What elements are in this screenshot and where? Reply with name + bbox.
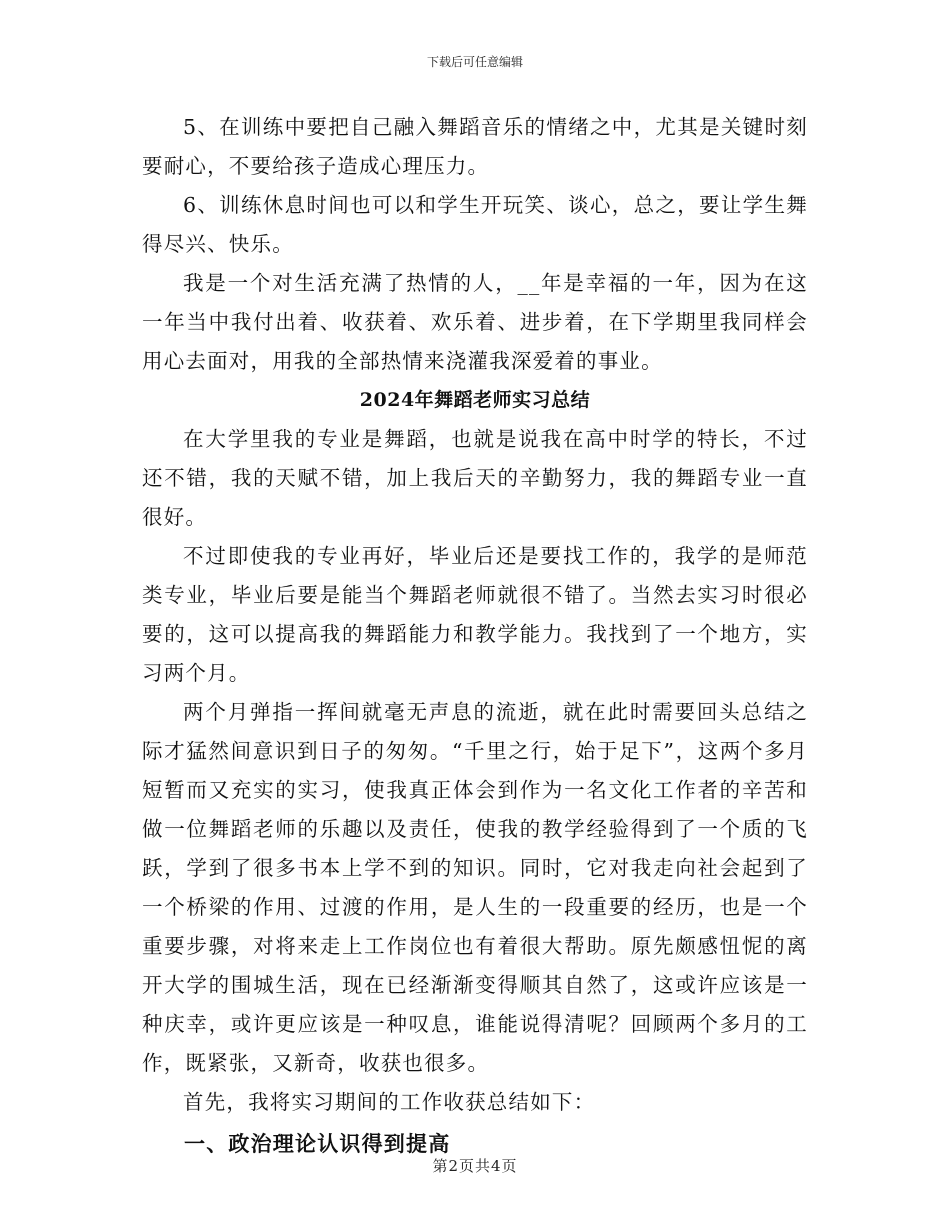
paragraph: 两个月弹指一挥间就毫无声息的流逝，就在此时需要回头总结之际才猛然间意识到日子的匆匆。“千里之行，始于足下”，这两个多月短暂而又充实的实习，使我真正体会到作为一名文化工作者的辛苦和做一位舞蹈老师的乐趣以及责任，使我的教学经验得到了一个质的飞跃，学到了很多书本上学不到的知识。同时，它对我走向社会起到了一个桥梁的作用、过渡的作用，是人生的一段重要的经历，也是一个重要步骤，对将来走上工作岗位也有着很大帮助。原先颇感忸怩的离开大学的围城生活，现在已经渐渐变得顺其自然了，这或许应该是一种庆幸，或许更应该是一种叹息，谁能说得清呢？回顾两个多月的工作，既紧张，又新奇，收获也很多。 (142, 700, 808, 1075)
paragraph: 在大学里我的专业是舞蹈，也就是说我在高中时学的特长，不过还不错，我的天赋不错，加上我后天的辛勤努力，我的舞蹈专业一直很好。 (142, 427, 808, 529)
page-number-footer: 第2页共4页 (432, 1157, 518, 1175)
header-note: 下载后可任意编辑 (426, 55, 523, 69)
section-title: 2024年舞蹈老师实习总结 (359, 389, 591, 411)
paragraph: 首先，我将实习期间的工作收获总结如下： (183, 1090, 596, 1114)
paragraph: 6、训练休息时间也可以和学生开玩笑、谈心，总之，要让学生舞得尽兴、快乐。 (142, 193, 808, 256)
paragraph: 不过即使我的专业再好，毕业后还是要找工作的，我学的是师范类专业，毕业后要是能当个舞蹈老师就很不错了。当然去实习时很必要的，这可以提高我的舞蹈能力和教学能力。我找到了一个地方，实习两个月。 (142, 544, 808, 685)
document-body (142, 108, 808, 1163)
paragraph: 我是一个对生活充满了热情的人，__年是幸福的一年，因为在这一年当中我付出着、收获着、欢乐着、进步着，在下学期里我同样会用心去面对，用我的全部热情来浇灌我深爱着的事业。 (142, 271, 808, 373)
subsection-heading: 一、政治理论认识得到提高 (184, 1131, 451, 1156)
paragraph: 5、在训练中要把自己融入舞蹈音乐的情绪之中，尤其是关键时刻要耐心，不要给孩子造成心理压力。 (142, 115, 808, 178)
